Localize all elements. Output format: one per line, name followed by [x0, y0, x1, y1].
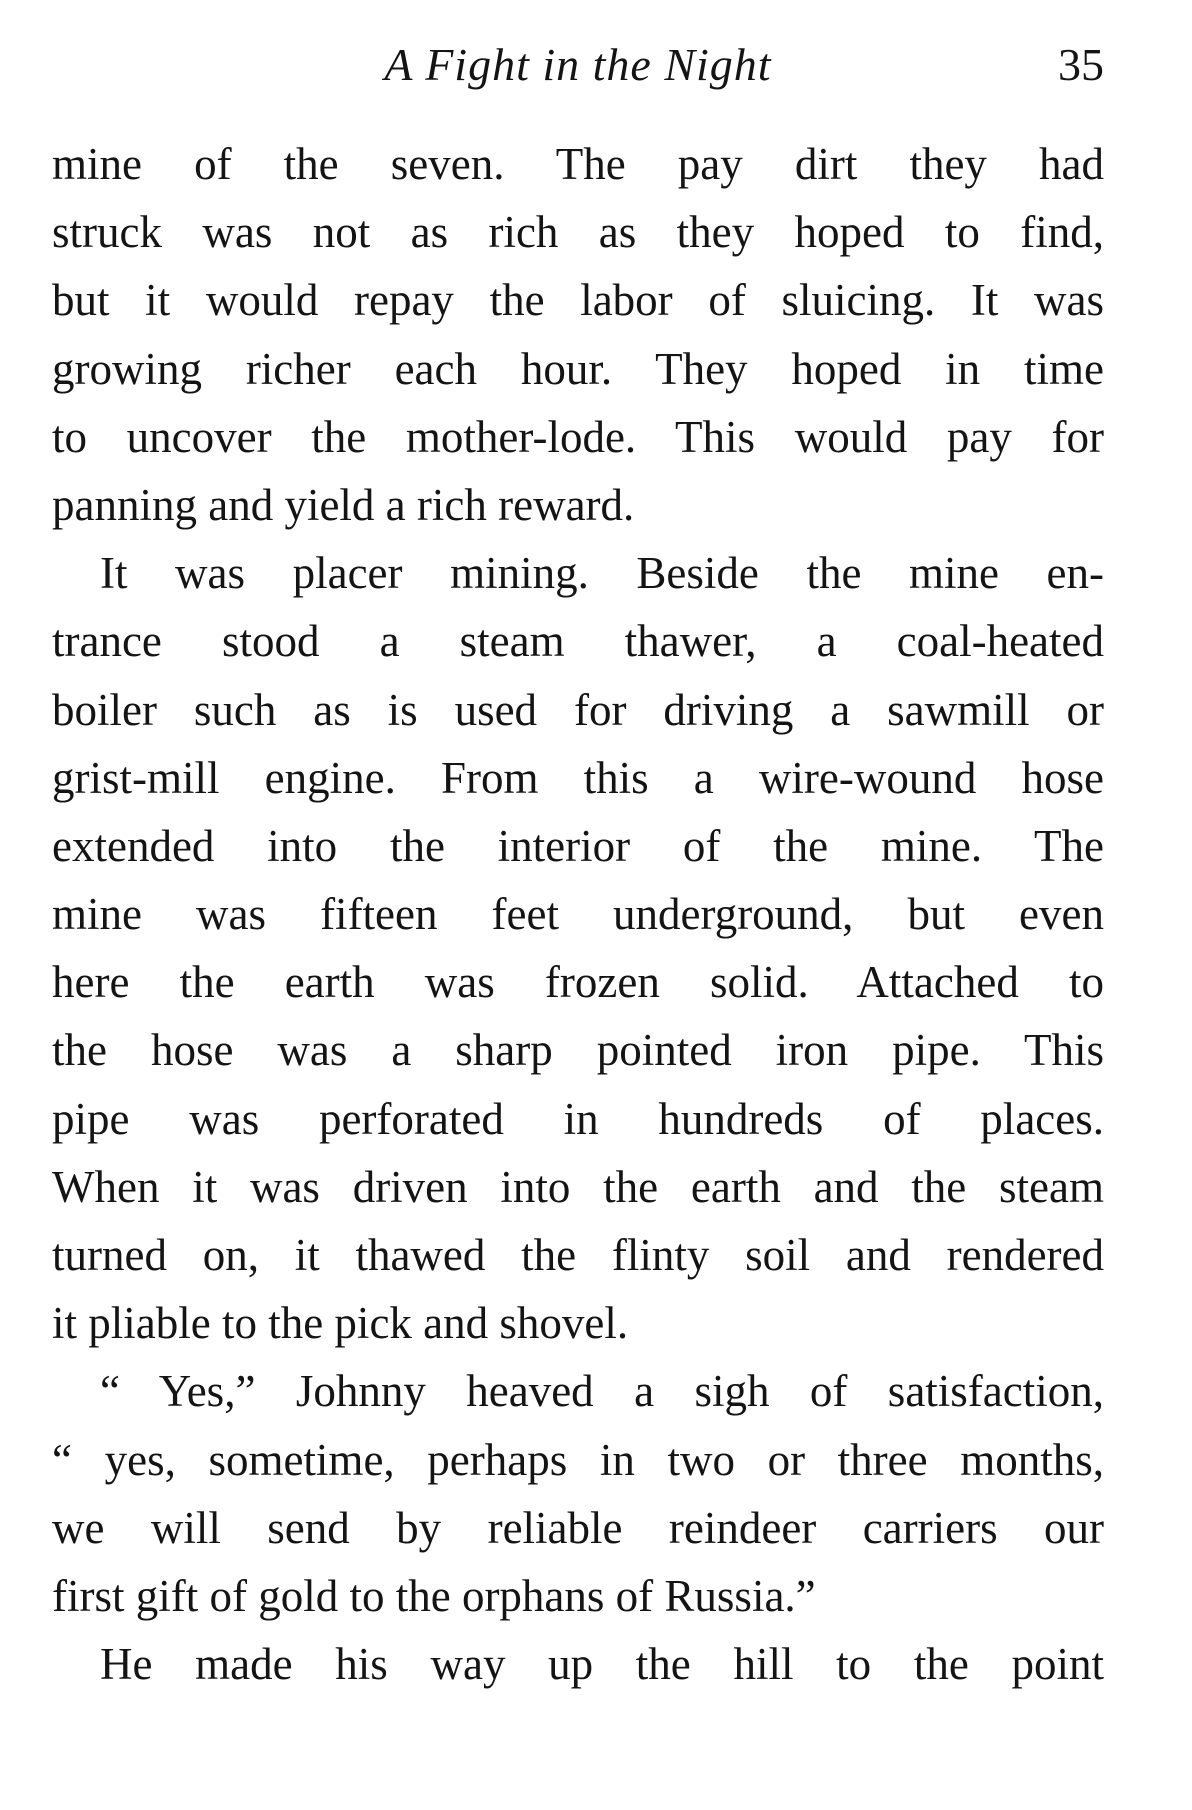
paragraph: [52, 130, 1104, 539]
text-line: grist-mill engine. From this a wire-wound hose: [52, 752, 1104, 803]
text-line: to uncover the mother-lode. This would pay for: [52, 411, 1104, 462]
text-line: but it would repay the labor of sluicing. It was: [52, 275, 1104, 326]
body-text: [52, 130, 1104, 1698]
text-line: panning and yield a rich reward.: [52, 479, 635, 530]
paragraph: [52, 1357, 1104, 1630]
text-line: growing richer each hour. They hoped in time: [52, 343, 1104, 394]
text-line: the hose was a sharp pointed iron pipe. This: [52, 1025, 1104, 1076]
text-line: struck was not as rich as they hoped to find,: [52, 207, 1104, 258]
paragraph: [52, 539, 1104, 1357]
text-line: “ yes, sometime, perhaps in two or three months,: [52, 1434, 1104, 1485]
running-title: A Fight in the Night: [384, 39, 772, 90]
text-line: boiler such as is used for driving a sawmill or: [52, 684, 1104, 735]
text-line: When it was driven into the earth and the steam: [52, 1161, 1104, 1212]
text-line: pipe was perforated in hundreds of places.: [52, 1093, 1104, 1144]
book-page: [52, 0, 1104, 1810]
text-line: here the earth was frozen solid. Attached to: [52, 957, 1104, 1008]
text-line: “ Yes,” Johnny heaved a sigh of satisfaction,: [100, 1366, 1104, 1417]
paragraph: [52, 1630, 1104, 1698]
text-line: mine of the seven. The pay dirt they had: [52, 139, 1104, 189]
text-line: we will send by reliable reindeer carriers our: [52, 1502, 1104, 1553]
running-head: [52, 38, 1104, 98]
text-line: first gift of gold to the orphans of Russia.”: [52, 1570, 816, 1621]
text-line: mine was fifteen feet underground, but even: [52, 889, 1104, 940]
text-line: trance stood a steam thawer, a coal-heated: [52, 616, 1104, 667]
text-line: It was placer mining. Beside the mine en-: [100, 548, 1104, 599]
text-line: extended into the interior of the mine. The: [52, 820, 1104, 871]
page-number: 35: [1058, 39, 1104, 90]
text-line: He made his way up the hill to the point: [100, 1639, 1104, 1690]
text-line: turned on, it thawed the flinty soil and rendered: [52, 1230, 1104, 1280]
text-line: it pliable to the pick and shovel.: [52, 1298, 629, 1349]
